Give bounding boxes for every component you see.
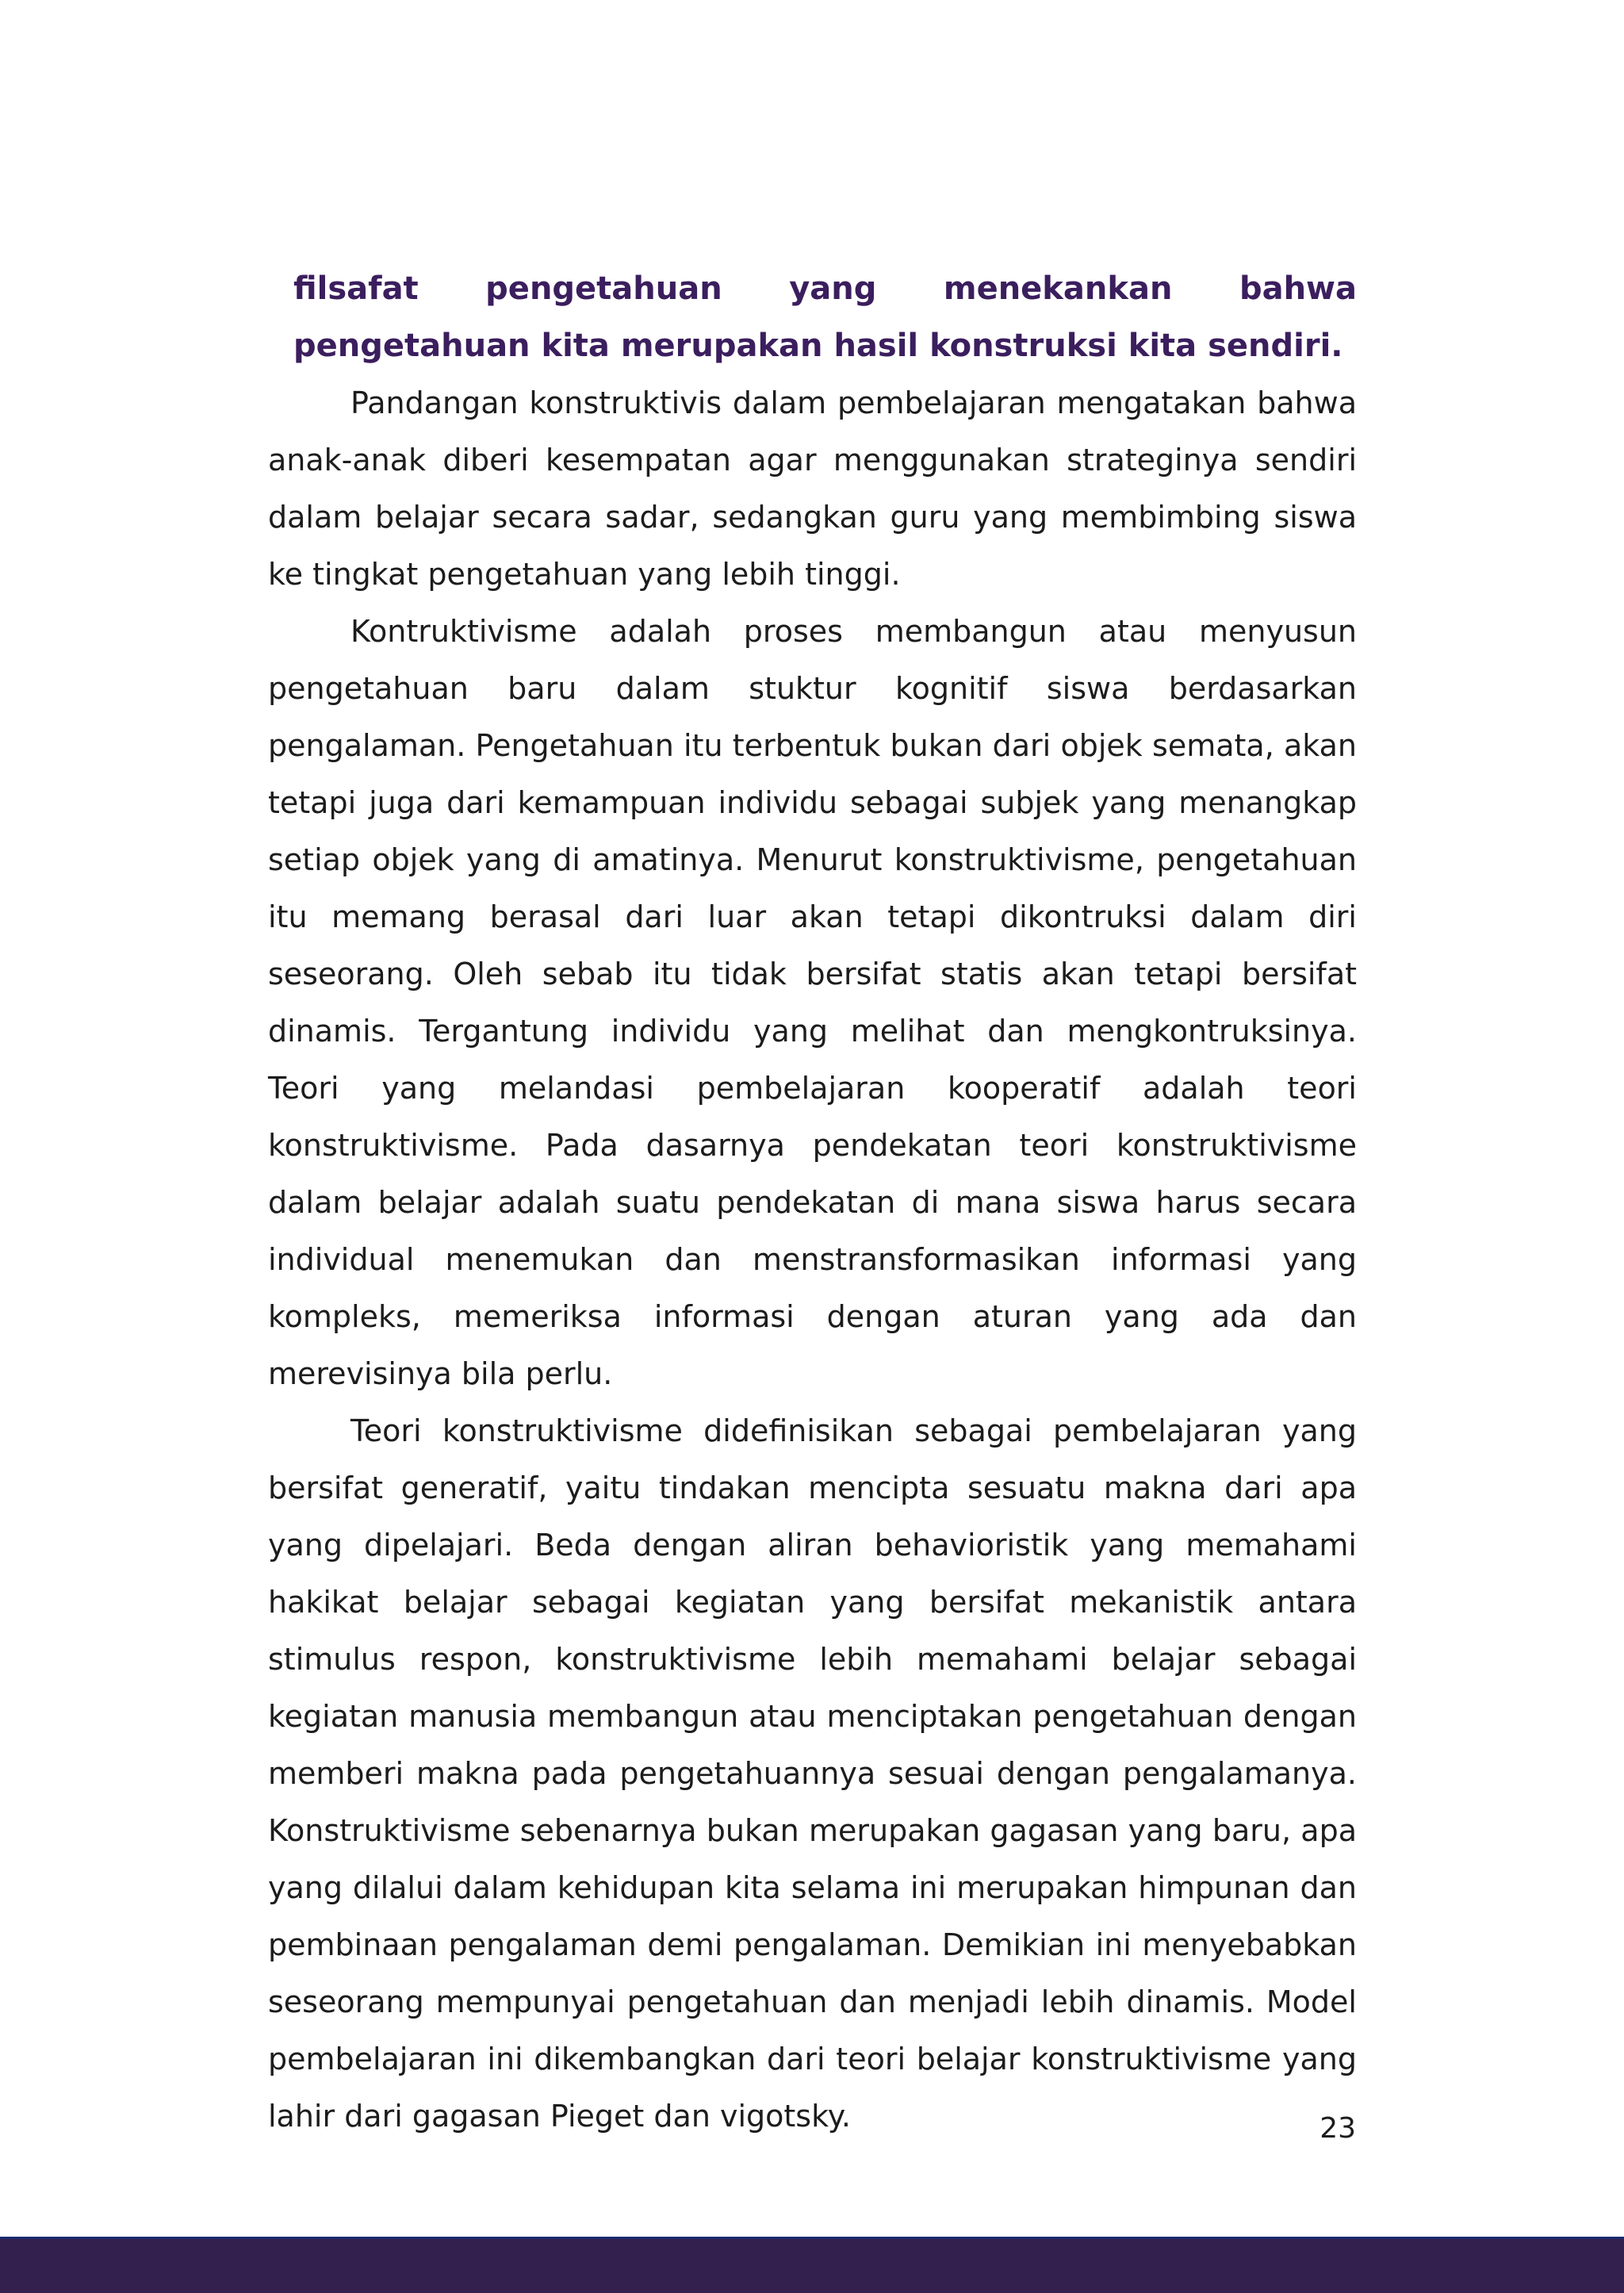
footer-band <box>0 2237 1624 2293</box>
page-number: 23 <box>1320 2112 1356 2145</box>
bold-intro-text: filsafat pengetahuan yang menekankan bahwa pengetahuan kita merupakan hasil konstruksi kita sendiri. <box>293 270 1357 364</box>
page-content <box>268 260 1357 2145</box>
paragraph-kontruktivisme: Kontruktivisme adalah proses membangun atau menyusun pengetahuan baru dalam stuktur kognitif siswa berdasarkan pengalaman. Pengetahuan itu terbentuk bukan dari objek semata, akan tetapi juga dari kemampuan individu sebagai subjek yang menangkap setiap objek yang di amatinya. Menurut konstruktivisme, pengetahuan itu memang berasal dari luar akan tetapi dikontruksi dalam diri seseorang. Oleh sebab itu tidak bersifat statis akan tetapi bersifat dinamis. Tergantung individu yang melihat dan mengkontruksinya. Teori yang melandasi pembelajaran kooperatif adalah teori konstruktivisme. Pada dasarnya pendekatan teori konstruktivisme dalam belajar adalah suatu pendekatan di mana siswa harus secara individual menemukan dan menstransformasikan informasi yang kompleks, memeriksa informasi dengan aturan yang ada dan merevisinya bila perlu. <box>268 614 1357 1391</box>
paragraph-teori-konstruktivisme: Teori konstruktivisme didefinisikan sebagai pembelajaran yang bersifat generatif, yaitu tindakan mencipta sesuatu makna dari apa yang dipelajari. Beda dengan aliran behavioristik yang memahami hakikat belajar sebagai kegiatan yang bersifat mekanistik antara stimulus respon, konstruktivisme lebih memahami belajar sebagai kegiatan manusia membangun atau menciptakan pengetahuan dengan memberi makna pada pengetahuannya sesuai dengan pengalamanya. Konstruktivisme sebenarnya bukan merupakan gagasan yang baru, apa yang dilalui dalam kehidupan kita selama ini merupakan himpunan dan pembinaan pengalaman demi pengalaman. Demikian ini menyebabkan seseorang mempunyai pengetahuan dan menjadi lebih dinamis. Model pembelajaran ini dikembangkan dari teori belajar konstruktivisme yang lahir dari gagasan Pieget dan vigotsky. <box>268 1413 1357 2134</box>
paragraph-pandangan-konstruktivis: Pandangan konstruktivis dalam pembelajaran mengatakan bahwa anak-anak diberi kesempatan agar menggunakan strateginya sendiri dalam belajar secara sadar, sedangkan guru yang membimbing siswa ke tingkat pengetahuan yang lebih tinggi. <box>268 385 1357 592</box>
